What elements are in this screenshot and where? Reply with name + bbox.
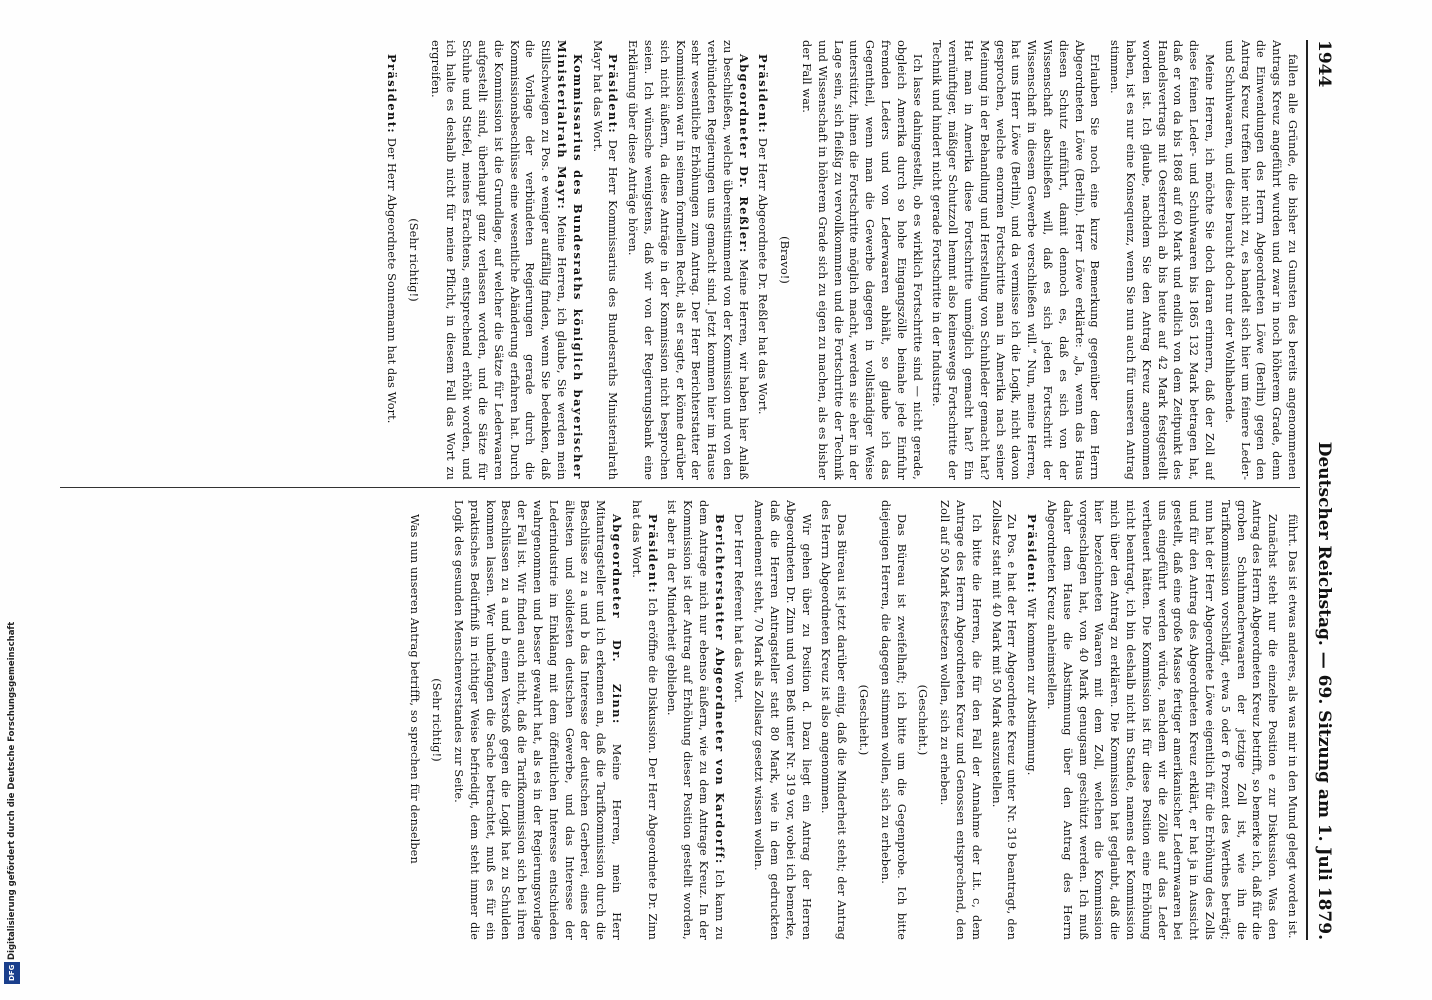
speech-text: Meine Herren, mein Herr Mitantragsteller und ich erkennen an, daß die Tarifkommission durch die Beschlüsse zu a und b das Interesse der deutschen Gerberei, eines der ältesten und solidesten deutschen Gewerbe, und das Interesse der Lederindustrie im Einklang mit dem öffentlichen Interesse entschieden wahrgenommen und besser gewahrt hat, als es in der Regierungsvorlage der Fall ist. Wir finden auch nicht, daß die Tarifkommission sich bei ihren Beschlüssen zu a und b einen Verstoß gegen die Logik hat zu Schulden kommen lassen. Wer unbefangen die Sache betrachtet, muß es für ein praktisches Bedürfniß in richtiger Weise befriedigt, dem steht immer die Logik des gesunden Menschenverstandes zur Seite. <box>451 500 623 940</box>
speaker-name: Berichterstatter Abgeordneter von Kardorff: <box>712 514 727 865</box>
speech-text: Meine Herren, ich glaube, Sie werden mein Stillschweigen zu Pos. e weniger auffällig finden, wenn Sie bedenken, daß die Vorlage der verbündeten Regierungen gerade durch die Kommissionsbeschlüsse eine wesentliche Abänderung erfahren hat. Durch die Kommission ist die Grundlage, auf welcher die Sätze für Lederwaaren aufgestellt sind, überhaupt ganz verlassen worden, und die Sätze für Schuhe und Stiefel, meines Erachtens, entsprechend erhöht worden, und ich halte es deshalb nicht für meine Pflicht, in diesem Fall das Wort zu ergreifen. <box>428 40 568 480</box>
dfg-logo: DFG <box>4 962 20 984</box>
speaker-name: Präsident: <box>756 54 771 135</box>
stage-direction: (Geschieht.) <box>916 684 930 756</box>
column-divider <box>60 487 1300 488</box>
stage-direction: (Sehr richtig!) <box>406 218 420 302</box>
speech-paragraph <box>383 40 399 480</box>
body-paragraph: Der Herr Referent hat das Wort. <box>732 514 746 703</box>
stage-direction: (Geschieht.) <box>857 684 871 756</box>
body-paragraph: Meine Herren, ich möchte Sie doch daran erinnern, daß der Zoll auf diese feinen Leder- und Schuhwaaren bis 1865 132 Mark betragen hat, daß er von da bis 1868 auf 60 Mark und endlich von dem Zeitpunkt des Handelsvertrags mit Oesterreich ab bis heute auf 42 Mark festgestellt worden ist. Ich glaube, nachdem Sie den Antrag Kreuz angenommen haben, ist es nur eine Konsequenz, wenn Sie nun auch für unseren Antrag stimmen. <box>1108 40 1217 480</box>
header-rule <box>1306 40 1308 940</box>
speech-paragraph <box>427 40 585 480</box>
speech-text: Ich eröffne die Diskussion. Der Herr Abgeordnete Dr. Zinn hat das Wort. <box>629 500 659 940</box>
speech-text: Der Herr Abgeordnete Dr. Reßler hat das Wort. <box>756 137 770 415</box>
body-paragraph: Erlauben Sie noch eine kurze Bemerkung gegenüber dem Herrn Abgeordneten Löwe (Berlin). Herr Löwe erklärte: „Ja, wenn das Haus diesen Schutz einführt, damit dennoch es, daß es sich von der Wissenschaft abschließen will, daß es sich jeden Fortschritt der Wissenschaft in diesem Gewerbe verschließen will.“ Nun, meine Herren, hat uns Herr Löwe (Berlin), und da vermisse ich die Logik, nicht davon gesprochen, welche enormen Fortschritte man in Amerika nach seiner Meinung in der Behandlung und Herstellung von Schuhleder gemacht hat? Hat man in Amerika diese Fortschritte unmöglich gemacht hat? Ein vernünftiger, mäßiger Schutzzoll hemmt also keineswegs Fortschritte der Technik und hindert nicht gerade Fortschritte in der Industrie. <box>930 40 1102 480</box>
speech-text: Der Herr Abgeordnete Sonnemann hat das Wort. <box>384 137 398 424</box>
body-paragraph: Ich bitte die Herren, die für den Fall der Annahme der Lit. c, dem Antrage des Herrn Abgeordneten Kreuz und Genossen entsprechend, den Zoll auf 50 Mark festsetzen wollen, sich zu erheben. <box>938 500 983 940</box>
body-paragraph: Was nun unseren Antrag betrifft, so sprechen für denselben <box>408 514 422 864</box>
speech-paragraph <box>1023 500 1039 940</box>
speech-paragraph <box>755 40 771 480</box>
stage-direction: (Sehr richtig!) <box>430 678 444 762</box>
speaker-name: Präsident: <box>1025 514 1040 595</box>
speech-paragraph <box>664 500 727 940</box>
body-paragraph: Zunächst steht nur die einzelne Position e zur Diskussion. Was den Antrag des Herrn Abgeordneten Kreuz betrifft, so bemerke ich, daß für die groben Schuhmacherwaaren der jetzige Zoll ist, wie ihn die Tarifkommission vorschlägt, etwa 5 oder 6 Prozent des Werthes beträgt; nun hat der Herr Abgeordnete Löwe eigentlich für die Erhöhung des Zolls und für den Antrag des Abgeordneten Kreuz erklärt, er hat ja in Aussicht gestellt, daß eine große Masse fertiger amerikanischer Ledernwaaren bei uns eingeführt werden würde, nachdem wir die Zölle auf das Leder vertheuert hätten. Die Kommission ist für diese Position eine Erhöhung nicht beantragt, ich bin deshalb nicht im Stande, namens der Kommission mich über den Antrag zu erklären. Die Kommission hat geglaubt, daß die hier bezeichneten Waaren mit dem Zoll, welchen die Kommission vorgeschlagen hat, von 40 Mark genugsam geschützt werden. Ich muß daher dem Hause die Abstimmung über den Antrag des Herrn Abgeordneten Kreuz anheimstellen. <box>1045 500 1280 940</box>
body-paragraph: Das Büreau ist zweifelhaft; ich bitte um die Gegenprobe. Ich bitte diejenigen Herren, die dagegen stimmen wollen, sich zu erheben. <box>878 500 908 940</box>
body-paragraph: führt. Das ist etwas anderes, als was mir in den Mund gelegt worden ist. <box>1286 514 1299 939</box>
speech-paragraph <box>589 40 621 480</box>
speech-text: Meine Herren, wir haben hier Anlaß zu beschließen, welche übereinstimmend von der Kommission und von den verbündeten Regierungen uns gemacht sind. Jetzt kommen hier im Hause sehr wesentliche Erhöhungen zum Antrag. Der Herr Berichterstatter der Kommission war in seinem formellen Recht, als er sagte, er könne darüber sich nicht äußern, da diese Anträge in der Kommission nicht besprochen seien. Ich wünsche wenigstens, daß wir von der Regierungsbank eine Erklärung über diese Anträge hören. <box>626 40 750 480</box>
body-paragraph: Das Büreau ist jetzt darüber einig, daß die Minderheit steht; der Antrag des Herrn Abgeordneten Kreuz ist also angenommen. <box>819 500 849 940</box>
speech-text: Wir kommen zur Abstimmung. <box>1025 597 1039 776</box>
page-number: 1944 <box>1314 40 1334 88</box>
running-title: Deutscher Reichstag. — 69. Sitzung am 1. Juli 1879. <box>1314 441 1334 940</box>
digitization-credit-text: Digitalisierung gefördert durch die Deutsche Forschungsgemeinschaft <box>7 621 17 960</box>
body-paragraph: fallen alle Gründe, die bisher zu Gunsten des bereits angenommenen Antrags Kreuz angeführt wurden und zwar in noch höherem Grade, denn die Einwendungen des Herrn Abgeordneten Löwe (Berlin) gegen den Antrag Kreuz treffen hier nicht zu, es handelt sich hier um feinere Leder- und Schuhwaaren, und diese braucht doch nur der Wohlhabende. <box>1222 40 1299 480</box>
speech-text: Der Herr Kommissarius des Bundesraths Ministerialrath Mayr hat das Wort. <box>590 40 620 480</box>
speaker-name: Präsident: <box>645 514 660 595</box>
speaker-name: Präsident: <box>606 54 621 135</box>
body-paragraph: Zu Pos. e hat der Herr Abgeordnete Kreuz unter Nr. 319 beantragt, den Zollsatz statt mit 40 Mark mit 50 Mark auszustellen. <box>989 500 1019 940</box>
body-paragraph: Ich lasse dahingestellt, ob es wirklich Fortschritte sind — nicht gerade, obgleich Amerika durch so hohe Eingangszölle beinahe jede Einfuhr fremden Leders und von Lederwaaren abhält, so glaube ich das Gegentheil, wenn man die Gewerbe dagegen in vollständiger Weise unterstützt, ihnen die Fortschritte möglich macht, werden sie eher in der Lage sein, sich fleißig zu vervollkommnen und die Fortschritte der Technik und Wissenschaft in höherem Grade sich zu eigen zu machen, als es bisher der Fall war. <box>800 40 924 480</box>
speaker-name: Kommissarius des Bundesraths königlich bayerischer Ministerialrath Mayr: <box>554 40 585 480</box>
speaker-name: Abgeordneter Dr. Reßler: <box>736 54 751 254</box>
digitization-credit <box>2 0 26 1000</box>
column-right <box>60 500 1300 940</box>
body-paragraph: Wir gehen über zu Position d. Dazu liegt ein Antrag der Herren Abgeordneten Dr. Zinn und von Beß unter Nr. 319 vor, wobei ich bemerke, daß die Herren Antragsteller statt 80 Mark, wie in dem gedruckten Amendement steht, 70 Mark als Zollsatz gesetzt wissen wollen. <box>752 500 813 940</box>
page-header <box>1312 40 1336 940</box>
column-left <box>60 40 1300 480</box>
speaker-name: Abgeordneter Dr. Zinn: <box>609 514 624 725</box>
speech-text: Ich kann zu dem Antrage mich nur ebenso äußern, wie zu dem Antrage Kreuz. In der Kommission ist der Antrag auf Erhöhung dieser Position gestellt worden, ist aber in der Minderheit geblieben. <box>665 500 726 940</box>
speaker-name: Präsident: <box>384 54 399 135</box>
stage-direction: (Bravo!) <box>778 236 792 284</box>
speech-paragraph <box>624 40 750 480</box>
speech-paragraph <box>628 500 660 940</box>
speech-paragraph <box>450 500 624 940</box>
